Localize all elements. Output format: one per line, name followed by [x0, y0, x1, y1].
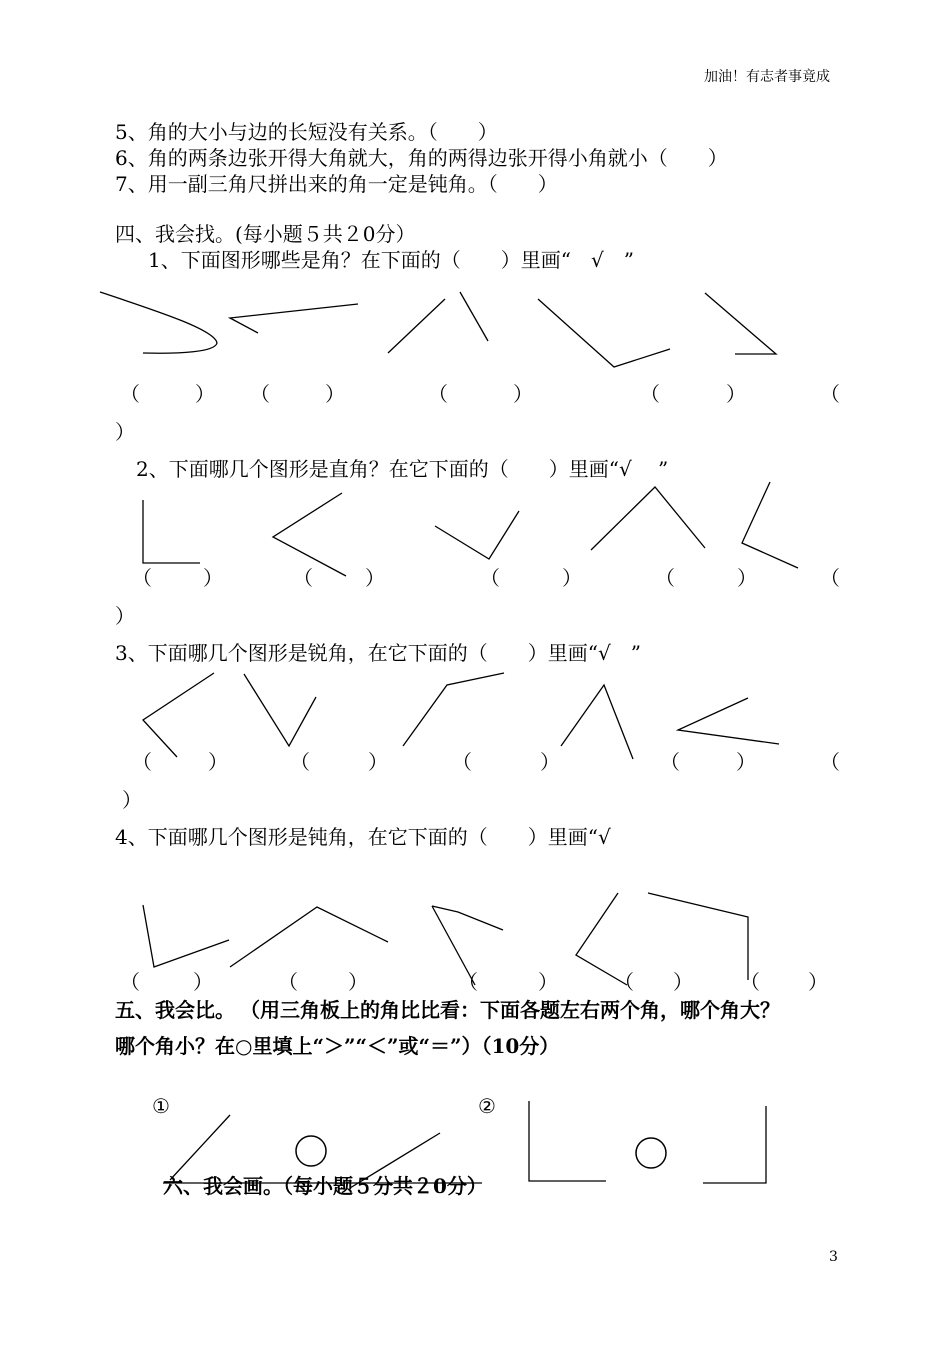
answer-paren-close: ）	[368, 750, 388, 774]
q1-figure-5	[705, 293, 776, 354]
find-question-3: 3、下面哪几个图形是锐角，在它下面的（ ）里画“√ ”	[115, 641, 641, 665]
q3-figure-3	[403, 673, 504, 746]
answer-paren-close: ）	[115, 420, 135, 444]
answer-paren-open: （	[480, 566, 500, 590]
q2-figure-2	[273, 493, 346, 576]
answer-paren-close: ）	[115, 604, 135, 628]
judge-question-7: 7、用一副三角尺拼出来的角一定是钝角。（ ）	[115, 172, 558, 196]
answer-paren-close: ）	[562, 566, 582, 590]
answer-paren-close: ）	[325, 382, 345, 406]
page-number: 3	[829, 1249, 838, 1265]
answer-paren-open: （	[250, 382, 270, 406]
compare-1-right-angle	[350, 1133, 440, 1188]
answer-paren-open: （	[458, 970, 478, 994]
answer-paren-close: ）	[540, 750, 560, 774]
answer-paren-open: （	[452, 750, 472, 774]
find-question-1: 1、下面图形哪些是角？在下面的（ ）里画“ √ ”	[148, 248, 634, 272]
answer-paren-close: ）	[122, 788, 142, 812]
q3-figure-5	[678, 698, 779, 744]
answer-paren-open: （	[820, 566, 840, 590]
compare-item-2-marker: ②	[478, 1094, 496, 1118]
answer-paren-open: （	[820, 382, 840, 406]
q1-figure-4	[538, 299, 670, 367]
compare-2-circle	[636, 1138, 666, 1168]
q4-figure-3	[432, 906, 503, 985]
q2-figure-4	[591, 487, 705, 550]
answer-paren-close: ）	[538, 970, 558, 994]
answer-paren-close: ）	[193, 970, 213, 994]
answer-paren-open: （	[655, 566, 675, 590]
compare-1-circle	[296, 1136, 326, 1166]
judge-question-6: 6、角的两条边张开得大角就大，角的两得边张开得小角就小（ ）	[115, 146, 728, 170]
answer-paren-open: （	[290, 750, 310, 774]
answer-paren-close: ）	[365, 566, 385, 590]
q2-figure-5	[742, 482, 798, 568]
answer-paren-open: （	[660, 750, 680, 774]
answer-paren-close: ）	[673, 970, 693, 994]
q3-figure-2	[244, 674, 316, 746]
answer-paren-close: ）	[208, 750, 228, 774]
answer-paren-open: （	[293, 566, 313, 590]
answer-paren-close: ）	[513, 382, 533, 406]
answer-paren-open: （	[820, 750, 840, 774]
answer-paren-open: （	[614, 970, 634, 994]
compare-item-1-marker: ①	[152, 1094, 170, 1118]
q3-figure-4	[561, 685, 633, 759]
answer-paren-open: （	[120, 382, 140, 406]
page-header: 加油！有志者事竟成	[704, 69, 830, 85]
answer-paren-close: ）	[808, 970, 828, 994]
answer-paren-open: （	[640, 382, 660, 406]
answer-paren-open: （	[132, 566, 152, 590]
q2-figure-1	[143, 500, 200, 563]
answer-paren-open: （	[120, 970, 140, 994]
answer-paren-close: ）	[726, 382, 746, 406]
q2-figure-3	[435, 511, 519, 559]
find-question-2: 2、下面哪几个图形是直角？在它下面的（ ）里画“√ ”	[136, 457, 669, 481]
q4-figure-2	[230, 907, 388, 967]
section-six-title: 六、我会画。（每小题５分共２0分）	[163, 1174, 487, 1198]
compare-2-right-angle	[703, 1106, 766, 1183]
q4-figure-5	[648, 893, 748, 980]
q1-figure-3	[388, 292, 488, 353]
answer-paren-open: （	[132, 750, 152, 774]
compare-1-left-angle	[170, 1115, 230, 1180]
q1-figure-1-curve	[100, 292, 217, 353]
answer-paren-open: （	[278, 970, 298, 994]
answer-paren-close: ）	[195, 382, 215, 406]
answer-paren-close: ）	[736, 750, 756, 774]
section-four-title: 四、我会找。(每小题５共２0分）	[115, 222, 416, 246]
find-question-4: 4、下面哪几个图形是钝角，在它下面的（ ）里画“√	[115, 825, 611, 849]
answer-paren-close: ）	[348, 970, 368, 994]
judge-question-5: 5、角的大小与边的长短没有关系。（ ）	[115, 120, 498, 144]
section-five-instruction: （用三角板上的角比比看：下面各题左右两个角，哪个角大？	[240, 998, 780, 1022]
section-five-title: 五、我会比。	[115, 998, 235, 1022]
answer-paren-close: ）	[737, 566, 757, 590]
compare-2-left-angle	[529, 1101, 606, 1181]
q3-figure-1	[143, 673, 214, 757]
q1-figure-2	[230, 304, 358, 333]
section-five-instruction-2: 哪个角小？在○里填上“＞”“＜”或“＝”）（10分）	[115, 1034, 560, 1058]
q4-figure-4	[576, 893, 627, 985]
q4-figure-1	[143, 905, 229, 967]
answer-paren-open: （	[740, 970, 760, 994]
answer-paren-open: （	[428, 382, 448, 406]
answer-paren-close: ）	[203, 566, 223, 590]
